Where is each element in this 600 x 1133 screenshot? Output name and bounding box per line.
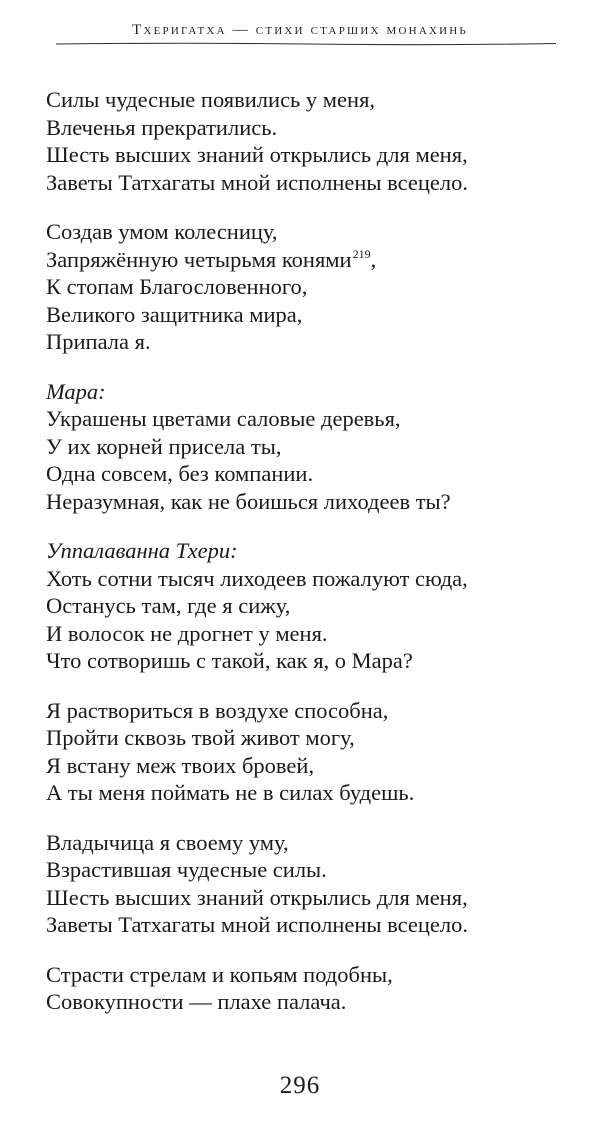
verse-line: Заветы Татхагаты мной исполнены всецело. bbox=[46, 912, 469, 937]
verse-line: Влеченья прекратились. bbox=[46, 114, 278, 140]
stanza bbox=[46, 961, 566, 1016]
verse-line: Одна совсем, без компании. bbox=[46, 461, 314, 486]
stanza bbox=[46, 378, 566, 516]
verse-line-with-footnote bbox=[46, 246, 566, 274]
speaker-label: Уппалаванна Тхери: bbox=[46, 538, 238, 563]
verse-line: Украшены цветами саловые деревья, bbox=[46, 406, 401, 431]
poem-body bbox=[46, 86, 566, 1038]
verse-line: Что сотворишь с такой, как я, о Мара? bbox=[46, 648, 413, 673]
verse-line: Шесть высших знаний открылись для меня, bbox=[46, 142, 468, 167]
verse-line: Силы чудесные появились у меня, bbox=[46, 87, 376, 112]
stanza bbox=[46, 86, 566, 196]
verse-line: Заветы Татхагаты мной исполнены всецело. bbox=[46, 169, 469, 195]
stanza bbox=[46, 829, 566, 939]
verse-line-text: Запряжённую четырьмя конями bbox=[46, 246, 352, 272]
footnote-reference[interactable]: 219 bbox=[352, 247, 371, 261]
verse-line: Я встану меж твоих бровей, bbox=[46, 752, 315, 778]
verse-line: Припала я. bbox=[46, 329, 151, 354]
verse-line: Создав умом колесницу, bbox=[46, 219, 278, 244]
stanza bbox=[46, 697, 566, 807]
verse-line: Страсти стрелам и копьям подобны, bbox=[46, 961, 393, 987]
verse-line: Неразумная, как не боишься лиходеев ты? bbox=[46, 488, 451, 514]
verse-line: А ты меня поймать не в силах будешь. bbox=[46, 780, 415, 805]
speaker-label: Мара: bbox=[46, 378, 106, 404]
verse-line: Великого защитника мира, bbox=[46, 301, 303, 327]
stanza bbox=[46, 218, 566, 356]
verse-line: Я раствориться в воздухе способна, bbox=[46, 697, 389, 723]
verse-line: Останусь там, где я сижу, bbox=[46, 593, 291, 618]
verse-line: К стопам Благословенного, bbox=[46, 274, 308, 299]
verse-line: У их корней присела ты, bbox=[46, 433, 282, 459]
verse-line: Хоть сотни тысяч лиходеев пожалуют сюда, bbox=[46, 565, 468, 591]
verse-line: Владычица я своему уму, bbox=[46, 829, 289, 855]
verse-line: Пройти сквозь твой живот могу, bbox=[46, 725, 355, 750]
page-number: 296 bbox=[279, 1072, 321, 1099]
running-head-rule bbox=[56, 40, 556, 48]
verse-line: Совокупности — плахе палача. bbox=[46, 989, 347, 1014]
verse-line-punctuation: , bbox=[370, 246, 377, 272]
stanza bbox=[46, 537, 566, 675]
verse-line: Шесть высших знаний открылись для меня, bbox=[46, 884, 468, 910]
verse-line: И волосок не дрогнет у меня. bbox=[46, 620, 328, 646]
running-head: Тхеригатха — стихи старших монахинь bbox=[132, 22, 468, 38]
verse-line: Взрастившая чудесные силы. bbox=[46, 857, 327, 882]
